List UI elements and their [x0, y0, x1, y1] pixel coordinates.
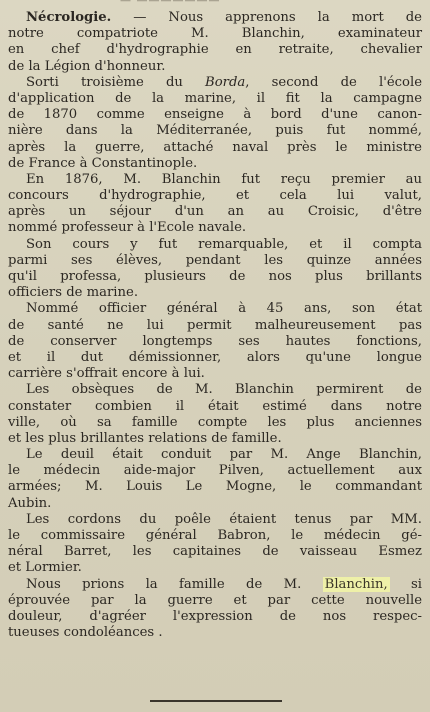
article-heading: Nécrologie.	[26, 10, 112, 25]
cut-off-header-fragment: — ———————	[120, 0, 221, 7]
ship-name: Borda	[205, 74, 246, 90]
article-line: de la Légion d'honneur.	[8, 58, 166, 74]
article-line: et Lormier.	[8, 560, 82, 576]
article-line: armées; M. Louis Le Mogne, le commandant	[8, 479, 422, 495]
article-line: Les cordons du poêle étaient tenus par MM.	[26, 511, 422, 527]
article-line: Les obsèques de M. Blanchin permirent de	[26, 382, 422, 398]
article-line: concours d'hydrographie, et cela lui valut,	[8, 188, 422, 204]
article-line: en chef d'hydrographie en retraite, chevalier	[8, 42, 422, 58]
article-line: En 1876, M. Blanchin fut reçu premier au	[26, 171, 422, 187]
article-line: Le deuil était conduit par M. Ange Blanchin,	[26, 447, 422, 463]
article-line: qu'il professa, plusieurs de nos plus brillants	[8, 269, 422, 284]
article-line: nière dans la Méditerranée, puis fut nommé,	[8, 123, 422, 139]
article-line: parmi ses élèves, pendant les quinze années	[8, 252, 422, 268]
search-highlight: Blanchin,	[324, 576, 388, 592]
article-line: le commissaire général Babron, le médecin gé-	[8, 528, 422, 543]
article-line: Nommé officier général à 45 ans, son état	[26, 301, 422, 317]
article-line: notre compatriote M. Blanchin, examinateur	[8, 26, 422, 42]
article-line: Sorti troisième du Borda, second de l'école	[26, 74, 423, 90]
article-line: éprouvée par la guerre et par cette nouvelle	[8, 592, 422, 608]
article-line: ville, où sa famille compte les plus anciennes	[8, 414, 422, 430]
article-line: de santé ne lui permit malheureusement pas	[8, 317, 422, 333]
section-divider-rule	[150, 700, 282, 702]
article-line: après la guerre, attaché naval près le ministre	[8, 139, 422, 155]
article-line: Son cours y fut remarquable, et il compta	[26, 236, 422, 252]
article-line: après un séjour d'un an au Croisic, d'être	[8, 204, 422, 220]
article-line: et les plus brillantes relations de famille.	[8, 430, 282, 446]
article-line: constater combien il était estimé dans notre	[8, 398, 422, 414]
obituary-article	[8, 10, 422, 641]
article-line: carrière s'offrait encore à lui.	[8, 366, 205, 382]
article-line: douleur, d'agréer l'expression de nos respec-	[8, 608, 422, 624]
article-line: le médecin aide-major Pilven, actuellement aux	[8, 463, 422, 479]
article-line: de conserver longtemps ses hautes fonctions,	[8, 333, 422, 349]
article-line: Nécrologie. — Nous apprenons la mort de	[26, 10, 422, 25]
article-line: nommé professeur à l'Ecole navale.	[8, 220, 247, 236]
article-line: officiers de marine.	[8, 285, 139, 301]
article-line: de 1870 comme enseigne à bord d'une canon-	[8, 107, 422, 123]
article-line: et il dut démissionner, alors qu'une longue	[8, 349, 422, 365]
article-line: néral Barret, les capitaines de vaisseau Esmez	[8, 544, 422, 560]
article-line: Aubin.	[8, 495, 52, 511]
article-line: tueuses condoléances .	[8, 625, 163, 641]
article-line: Nous prions la famille de M. Blanchin, si	[26, 576, 422, 592]
article-line: de France à Constantinople.	[8, 155, 198, 171]
article-line: d'application de la marine, il fit la campagne	[8, 90, 422, 106]
